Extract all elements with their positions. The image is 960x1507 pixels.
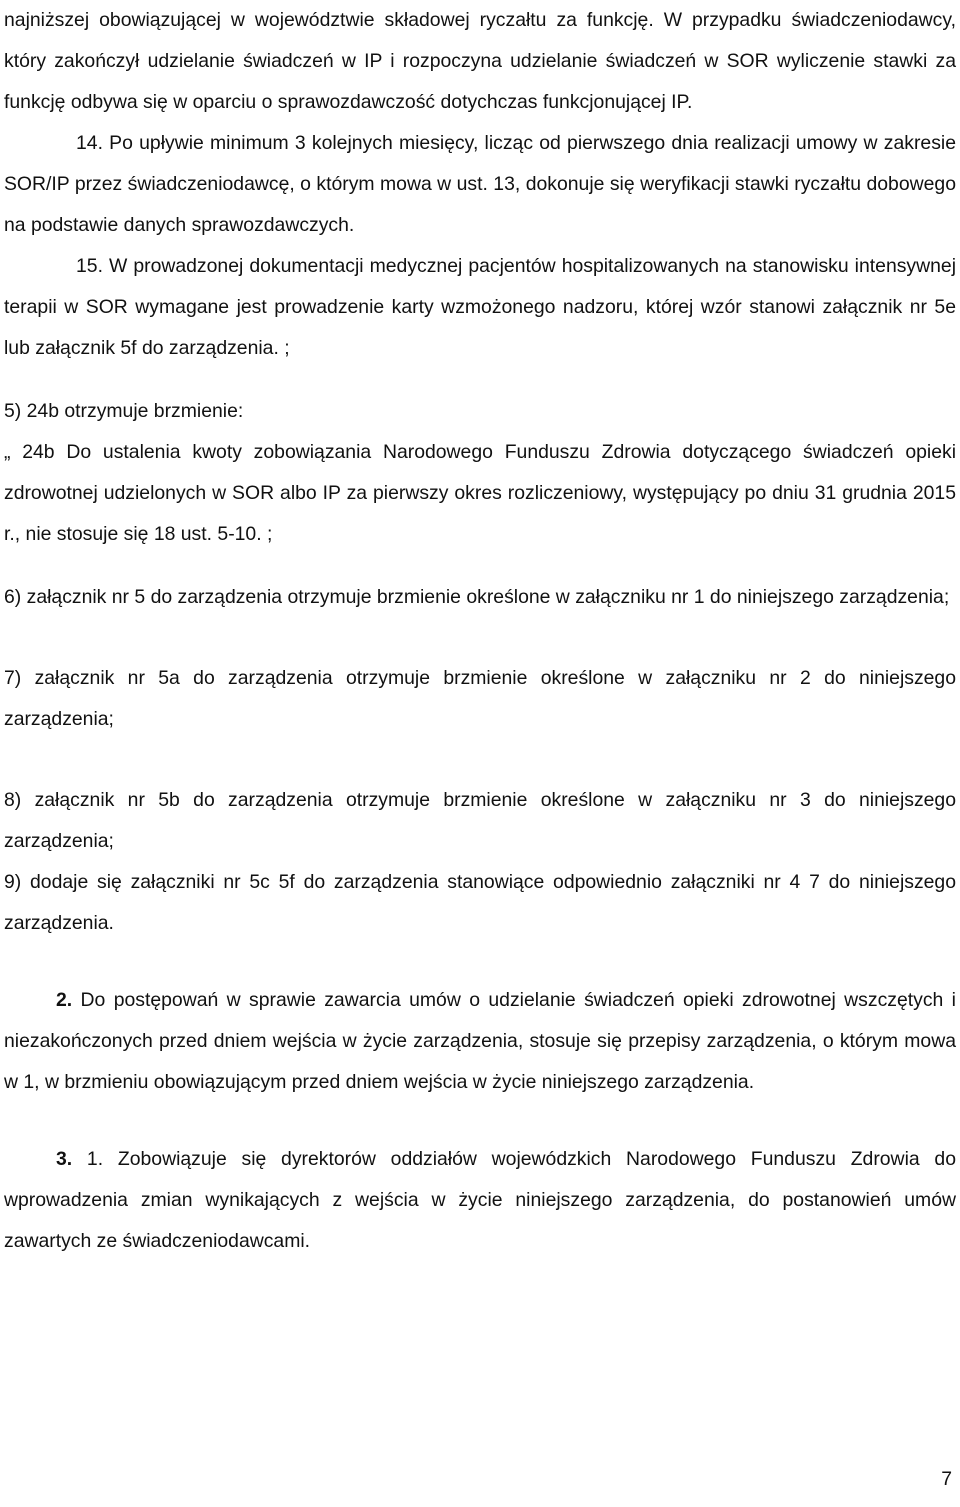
item-7: 7) załącznik nr 5a do zarządzenia otrzymuje brzmienie określone w załączniku nr 2 do niniejszego zarządzenia; (4, 667, 956, 730)
paragraph-14: 14. Po upływie minimum 3 kolejnych miesięcy, licząc od pierwszego dnia realizacji umowy w zakresie SOR/IP przez świadczeniodawcę, o którym mowa w ust. 13, dokonuje się weryfikacji stawki ryczałtu dobowego na podstawie danych sprawozdawczych. (4, 132, 956, 236)
section-3 (4, 1139, 956, 1262)
paragraph-15: 15. W prowadzonej dokumentacji medycznej pacjentów hospitalizowanych na stanowisku intensywnej terapii w SOR wymagane jest prowadzenie karty wzmożonego nadzoru, której wzór stanowi załącznik nr 5e lub załącznik 5f do zarządzenia. ; (4, 255, 956, 359)
page-number: 7 (941, 1468, 952, 1490)
section-2 (4, 980, 956, 1103)
item-5: 5) 24b otrzymuje brzmienie: (4, 400, 244, 422)
section-2-text: Do postępowań w sprawie zawarcia umów o udzielanie świadczeń opieki zdrowotnej wszczętych i niezakończonych przed dniem wejścia w życie zarządzenia, stosuje się przepisy zarządzenia, o którym mowa w 1, w brzmieniu obowiązującym przed dniem wejścia w życie niniejszego zarządzenia. (4, 989, 956, 1093)
section-3-number: 3. (56, 1148, 73, 1170)
document-page (4, 0, 956, 1262)
section-2-number: 2. (56, 989, 73, 1011)
item-6: 6) załącznik nr 5 do zarządzenia otrzymuje brzmienie określone w załączniku nr 1 do niniejszego zarządzenia; (4, 586, 950, 608)
item-5-quote: „ 24b Do ustalenia kwoty zobowiązania Narodowego Funduszu Zdrowia dotyczącego świadczeń opieki zdrowotnej udzielonych w SOR albo IP za pierwszy okres rozliczeniowy, występujący po dniu 31 grudnia 2015 r., nie stosuje się 18 ust. 5-10. ; (4, 441, 956, 545)
item-8: 8) załącznik nr 5b do zarządzenia otrzymuje brzmienie określone w załączniku nr 3 do niniejszego zarządzenia; (4, 789, 956, 852)
paragraph-intro: najniższej obowiązującej w województwie składowej ryczałtu za funkcję. W przypadku świadczeniodawcy, który zakończył udzielanie świadczeń w IP i rozpoczyna udzielanie świadczeń w SOR wyliczenie stawki za funkcję odbywa się w oparciu o sprawozdawczość dotychczas funkcjonującej IP. (4, 9, 956, 113)
item-9: 9) dodaje się załączniki nr 5c 5f do zarządzenia stanowiące odpowiednio załączniki nr 4 7 do niniejszego zarządzenia. (4, 871, 956, 934)
section-3-text: 1. Zobowiązuje się dyrektorów oddziałów wojewódzkich Narodowego Funduszu Zdrowia do wprowadzenia zmian wynikających z wejścia w życie niniejszego zarządzenia, do postanowień umów zawartych ze świadczeniodawcami. (4, 1148, 956, 1252)
